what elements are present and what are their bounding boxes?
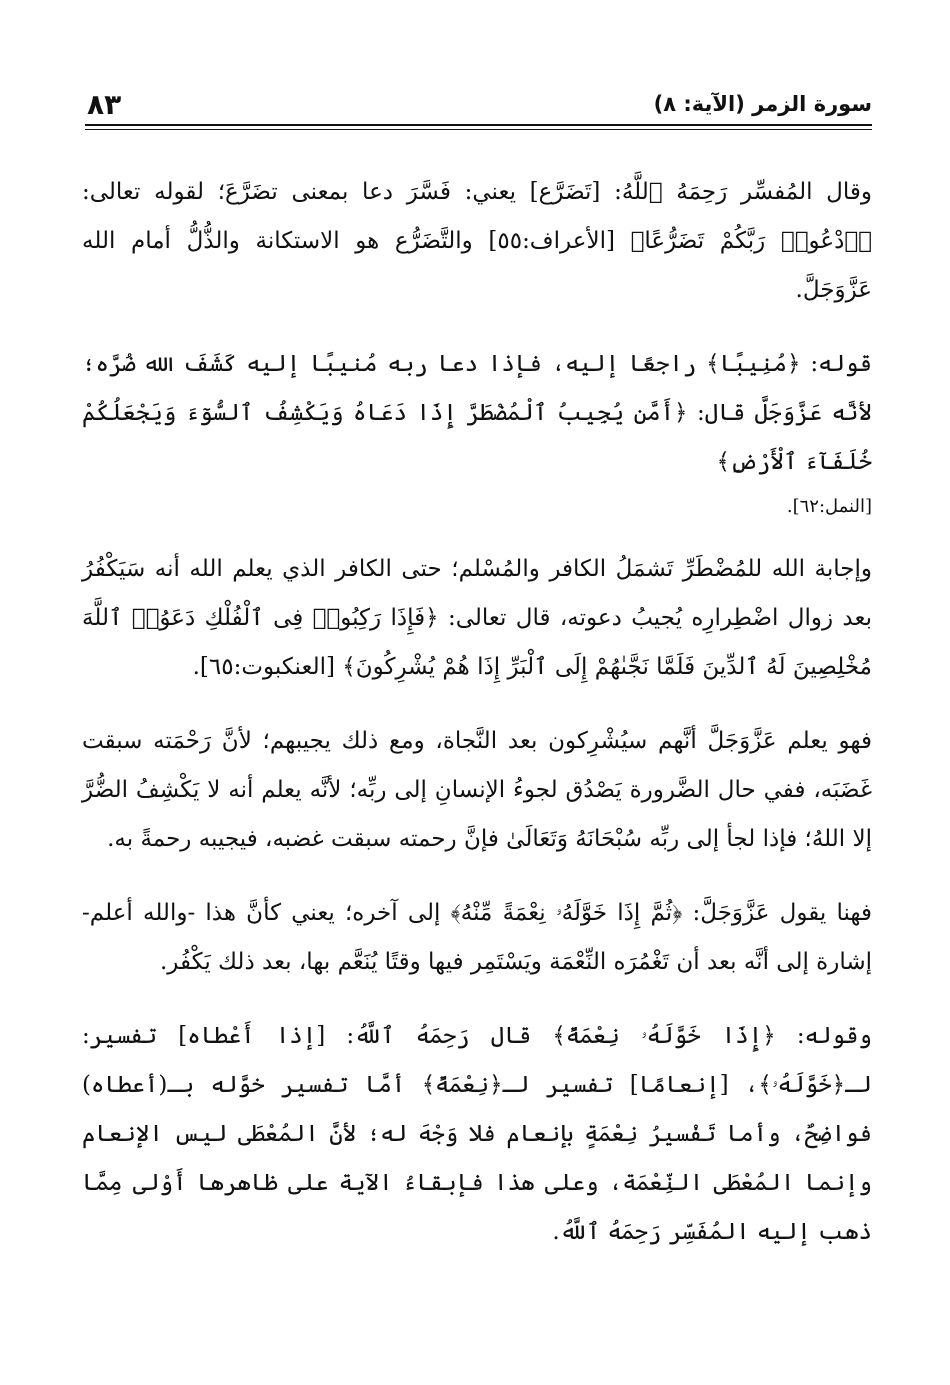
reference-line: [النمل:٦٢].	[786, 496, 872, 517]
header-rule	[85, 124, 872, 126]
paragraph-5: فهنا يقول عَزَّوَجَلَّ: ﴿ثُمَّ إِذَا خَوَّلَهُۥ نِعْمَةً مِّنْهُ﴾ إلى آخره؛ يعني كأنَّ هذا -والله أعلم- إشارة إلى أنَّه بعد أن تَغْمُرَه النِّعْمَة ويَسْتَمِر فيها وقتًا يُنَعَّم بها، بعد ذلك يَكْفُر.	[82, 900, 872, 975]
paragraph-3: وإجابة الله للمُضْطَرِّ تَشمَلُ الكافر والمُسْلم؛ حتى الكافر الذي يعلم الله أنه سَيَكْفُرُ بعد زوال اضْطِرارِه يُجيبُ دعوته، قال تعالى: ﴿فَإِذَا رَكِبُوا۟ فِى ٱلْفُلْكِ دَعَوُا۟ ٱللَّهَ مُخْلِصِينَ لَهُ ٱلدِّينَ فَلَمَّا نَجَّىٰهُمْ إِلَى ٱلْبَرِّ إِذَا هُمْ يُشْرِكُونَ﴾ [العنكبوت:٦٥].	[82, 556, 872, 680]
running-head: سورة الزمر (الآية: ٨)	[653, 92, 872, 116]
page-header	[85, 88, 872, 122]
page-number: ٨٣	[87, 88, 122, 121]
paragraph-1: وقال المُفسِّر رَحِمَهُ ٱللَّهُ: [تَضَرَّع] يعني: فَسَّرَ دعا بمعنى تضَرَّعَ؛ لقوله تعالى: ﴿ٱدْعُوا۟ رَبَّكُمْ تَضَرُّعًا﴾ [الأعراف:٥٥] والتَّضَرُّع هو الاستكانة والذُّلُّ أمام الله عَزَّوَجَلَّ.	[82, 179, 872, 303]
page-body	[82, 168, 872, 1282]
paragraph-2	[82, 340, 872, 527]
header-rule-thin	[85, 129, 872, 130]
paragraph-2-text: قوله: ﴿مُنِيبًا﴾ راجعًا إليه، فإذا دعا ربه مُنيبًا إليه كَشَفَ الله ضُرَّه؛ لأنَّه عَزَّوَجَلَّ قال: ﴿أَمَّن يُجِيبُ ٱلْمُضْطَرَّ إِذَا دَعَاهُ وَيَكْشِفُ ٱلسُّوٓءَ وَيَجْعَلُكُمْ خُلَفَآءَ ٱلْأَرْضِ﴾	[82, 351, 872, 475]
paragraph-4: فهو يعلم عَزَّوَجَلَّ أنَّهم سيُشْرِكون بعد النَّجاة، ومع ذلك يجيبهم؛ لأنَّ رَحْمَته سبقت غَضَبَه، ففي حال الضَّرورة يَصْدُق لجوءُ الإنسانِ إلى ربِّه؛ لأنَّه يعلم أنه لا يَكْشِفُ الضُّرَّ إلا اللهُ؛ فإذا لجأ إلى ربِّه سُبْحَانَهُ وَتَعَالَىٰ فإنَّ رحمته سبقت غضبه، فيجيبه رحمةً به.	[82, 728, 872, 852]
paragraph-6: وقوله: ﴿إِذَا خَوَّلَهُۥ نِعْمَةً﴾ قال رَحِمَهُ ٱللَّهُ: [إذا أَعْطاه] تفسير: لـ﴿خَوَّلَهُۥ﴾، [إنعامًا] تفسير لـ﴿نِعْمَةً﴾ أمَّا تفسير خوَّله بـ(أعطاه) فواضِحٌ، وأما تَفْسيرُ نِعْمَةٍ بإنعام فلا وَجْهَ له؛ لأنَّ المُعْطَى ليس الإنعام وإنما المُعْطَى النِّعْمَة، وعلى هذا فإبقاءُ الآية على ظاهرها أَوْلى مِمَّا ذهب إليه المُفَسِّر رَحِمَهُ ٱللَّهُ.	[82, 1023, 872, 1245]
